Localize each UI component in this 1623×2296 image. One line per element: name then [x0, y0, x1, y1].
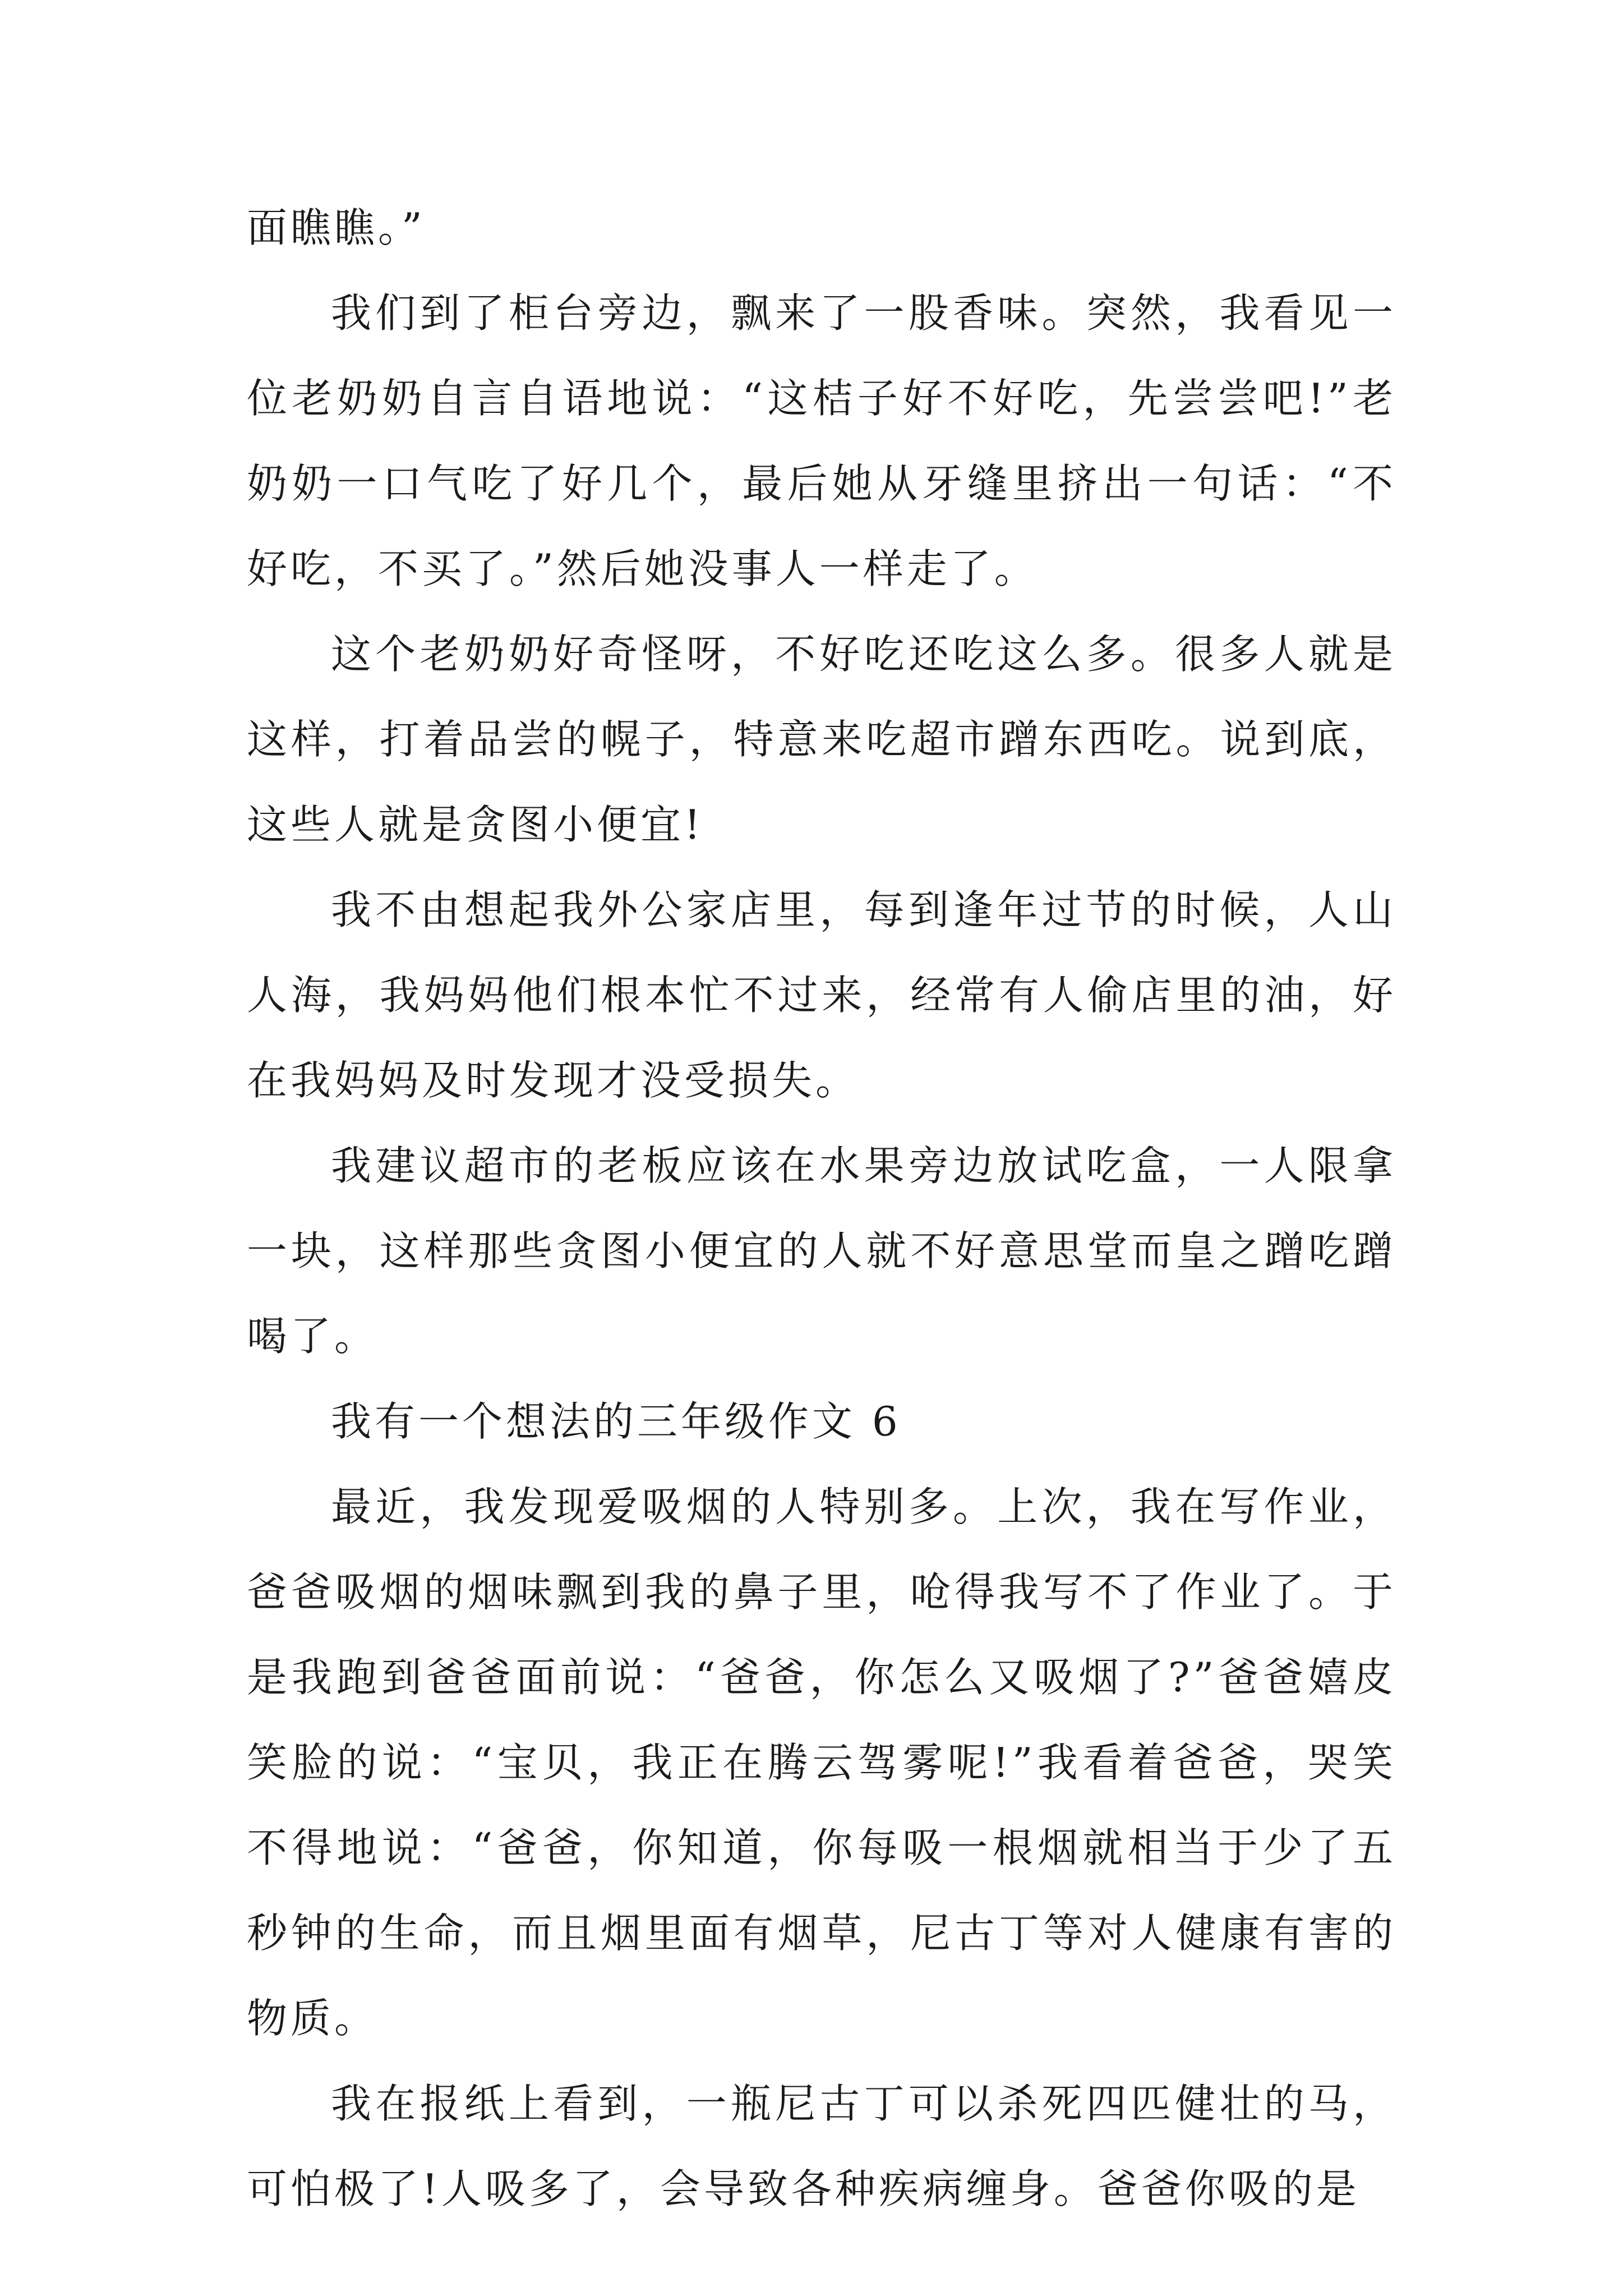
paragraph-smoking-dad: 最近，我发现爱吸烟的人特别多。上次，我在写作业，爸爸吸烟的烟味飘到我的鼻子里，呛得我写不了作业了。于是我跑到爸爸面前说：“爸爸，你怎么又吸烟了?”爸爸嬉皮笑脸的说：“宝贝，我正在腾云驾雾呢!”我看着爸爸，哭笑不得地说：“爸爸，你知道，你每吸一根烟就相当于少了五秒钟的生命，而且烟里面有烟草，尼古丁等对人健康有害的物质。	[247, 1483, 1396, 2042]
paragraph-nicotine: 我在报纸上看到，一瓶尼古丁可以杀死四匹健壮的马，可怕极了!人吸多了，会导致各种疾病缠身。爸爸你吸的是	[247, 2080, 1396, 2212]
paragraph-grandpa-shop: 我不由想起我外公家店里，每到逢年过节的时候，人山人海，我妈妈他们根本忙不过来，经常有人偷店里的油，好在我妈妈及时发现才没受损失。	[247, 886, 1396, 1104]
paragraph-strange-grandma: 这个老奶奶好奇怪呀，不好吃还吃这么多。很多人就是这样，打着品尝的幌子，特意来吃超市蹭东西吃。说到底，这些人就是贪图小便宜!	[247, 631, 1396, 848]
paragraph-continuation: 面瞧瞧。”	[247, 204, 426, 251]
document-body	[247, 185, 1396, 2231]
paragraph-grandma-oranges: 我们到了柜台旁边，飘来了一股香味。突然，我看见一位老奶奶自言自语地说：“这桔子好不好吃，先尝尝吧!”老奶奶一口气吃了好几个，最后她从牙缝里挤出一句话：“不好吃，不买了。”然后她没事人一样走了。	[247, 289, 1396, 592]
section-title: 我有一个想法的三年级作文 6	[331, 1398, 901, 1445]
paragraph-suggestion: 我建议超市的老板应该在水果旁边放试吃盒，一人限拿一块，这样那些贪图小便宜的人就不好意思堂而皇之蹭吃蹭喝了。	[247, 1142, 1396, 1360]
